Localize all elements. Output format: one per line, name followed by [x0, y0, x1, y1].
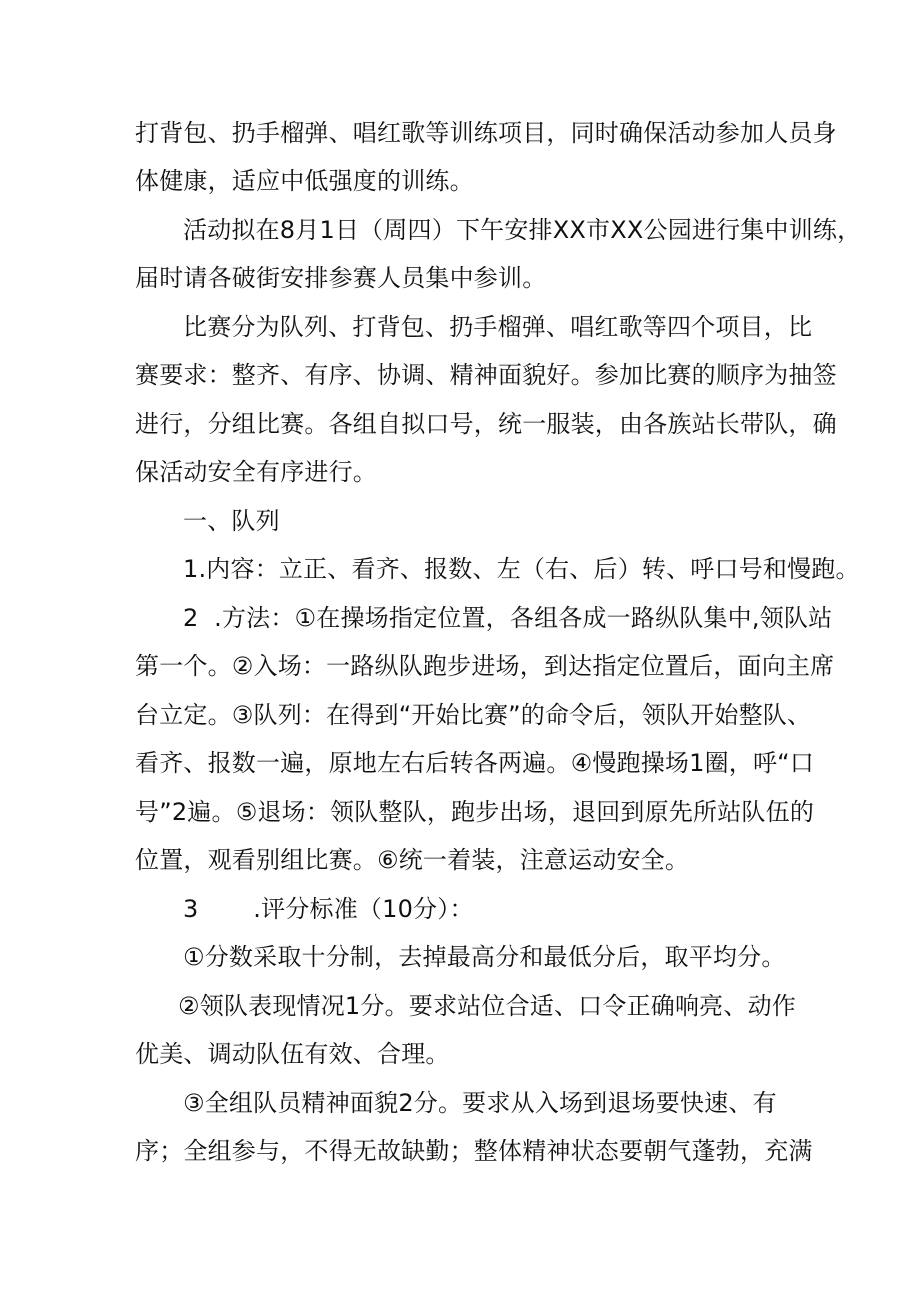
text-line: 打背包、扔手榴弹、唱红歌等训练项目，同时确保活动参加人员身 [135, 119, 837, 147]
text-line: 1.内容：立正、看齐、报数、左（右、后）转、呼口号和慢跑。 [183, 555, 860, 583]
text-line: ①分数采取十分制，去掉最高分和最低分后，取平均分。 [183, 943, 786, 971]
text-line: 号”2遍。⑤退场：领队整队，跑步出场，退回到原先所站队伍的 [135, 798, 815, 826]
text-line: 赛要求：整齐、有序、协调、精神面貌好。参加比赛的顺序为抽签 [135, 361, 837, 389]
text-line: 台立定。③队列：在得到“开始比赛”的命令后，领队开始整队、 [135, 701, 812, 729]
text-line: 3 .评分标准（10分）： [183, 895, 474, 923]
text-line: ③全组队员精神面貌2分。要求从入场到退场要快速、有 [183, 1089, 777, 1117]
text-line: 第一个。②入场：一路纵队跑步进场，到达指定位置后，面向主席 [135, 652, 835, 680]
text-line: 位置，观看别组比赛。⑥统一着装，注意运动安全。 [135, 846, 690, 874]
text-line: 届时请各破街安排参赛人员集中参训。 [135, 264, 547, 292]
text-line: 看齐、报数一遍，原地左右后转各两遍。④慢跑操场1圈，呼“口 [135, 749, 815, 777]
text-line: 活动拟在8月1日（周四）下午安排XX市XX公园进行集中训练， [183, 216, 862, 244]
text-line: 序；全组参与，不得无故缺勤；整体精神状态要朝气蓬勃，充满 [135, 1137, 813, 1165]
text-line: 保活动安全有序进行。 [135, 458, 377, 486]
text-line: 优美、调动队伍有效、合理。 [135, 1040, 450, 1068]
text-line: 2 .方法：①在操场指定位置，各组各成一路纵队集中,领队站 [183, 604, 833, 632]
text-line: 进行，分组比赛。各组自拟口号，统一服装，由各族站长带队，确 [135, 410, 837, 438]
text-line: ②领队表现情况1分。要求站位合适、口令正确响亮、动作 [178, 992, 796, 1020]
text-line: 体健康，适应中低强度的训练。 [135, 167, 474, 195]
text-line: 比赛分为队列、打背包、扔手榴弹、唱红歌等四个项目，比 [183, 313, 813, 341]
section-heading: 一、队列 [183, 507, 280, 535]
